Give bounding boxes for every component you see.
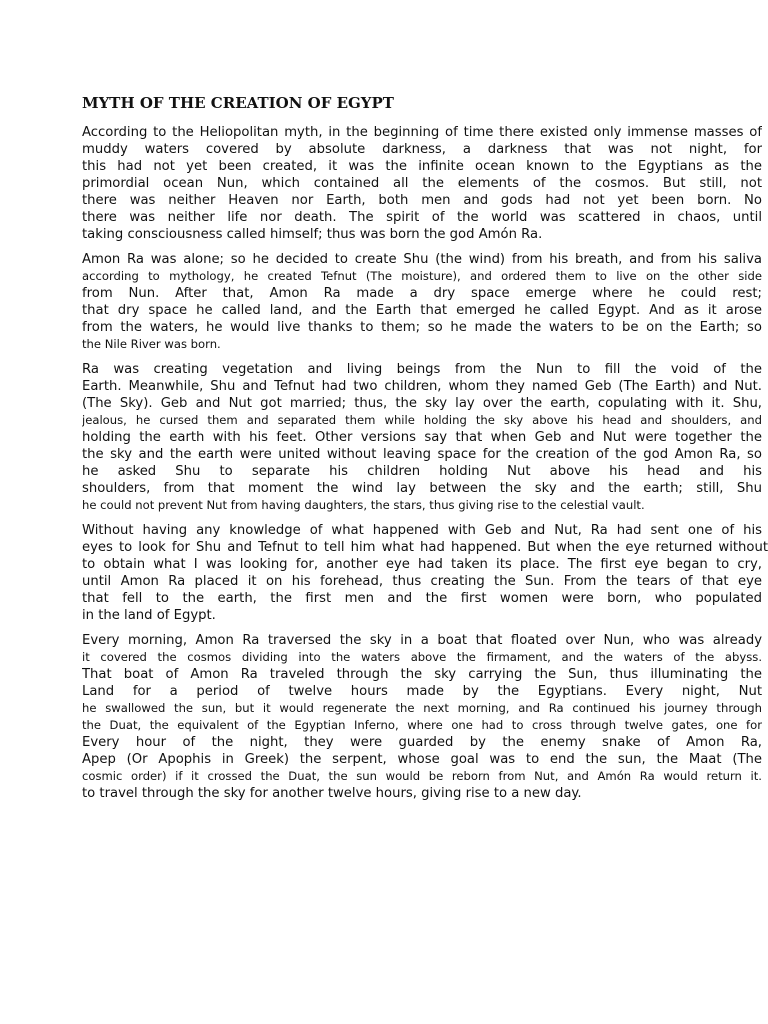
text-line: That boat of Amon Ra traveled through the sky carrying the Sun, thus illuminating the [82, 667, 762, 682]
text-line: that fell to the earth, the first men and the first women were born, who populated [82, 591, 762, 606]
paragraph-5 [82, 632, 762, 802]
text-line: primordial ocean Nun, which contained all the elements of the cosmos. But still, not [82, 176, 762, 191]
text-line: that dry space he called land, and the Earth that emerged he called Egypt. And as it arose [82, 303, 762, 318]
text-line: (The Sky). Geb and Nut got married; thus, the sky lay over the earth, copulating with it. Shu, [82, 396, 762, 411]
text-line: Every hour of the night, they were guarded by the enemy snake of Amon Ra, [82, 735, 762, 750]
text-line: there was neither Heaven nor Earth, both men and gods had not yet been born. No [82, 193, 762, 208]
text-line: from the waters, he would live thanks to them; so he made the waters to be on the Earth; so [82, 320, 762, 335]
text-line: Land for a period of twelve hours made by the Egyptians. Every night, Nut [82, 684, 762, 699]
text-line: he could not prevent Nut from having daughters, the stars, thus giving rise to the celestial vault. [82, 498, 645, 512]
text-line: the Duat, the equivalent of the Egyptian Inferno, where one had to cross through twelve gates, one for [82, 718, 762, 732]
text-line: According to the Heliopolitan myth, in the beginning of time there existed only immense masses of [82, 125, 762, 140]
text-line: until Amon Ra placed it on his forehead, thus creating the Sun. From the tears of that eye [82, 574, 762, 589]
text-line: he asked Shu to separate his children holding Nut above his head and his [82, 464, 762, 479]
text-line: Apep (Or Apophis in Greek) the serpent, whose goal was to end the sun, the Maat (The [82, 752, 762, 767]
text-line: he swallowed the sun, but it would regenerate the next morning, and Ra continued his journey through [82, 701, 762, 715]
text-line: muddy waters covered by absolute darkness, a darkness that was not night, for [82, 142, 762, 157]
paragraph-4 [82, 522, 768, 624]
text-line: shoulders, from that moment the wind lay between the sky and the earth; still, Shu [82, 481, 762, 496]
text-line: Amon Ra was alone; so he decided to create Shu (the wind) from his breath, and from his saliva [82, 252, 762, 267]
text-line: holding the earth with his feet. Other versions say that when Geb and Nut were together the [82, 430, 762, 445]
text-line: from Nun. After that, Amon Ra made a dry space emerge where he could rest; [82, 286, 762, 301]
paragraph-3 [82, 361, 762, 514]
text-line: to travel through the sky for another twelve hours, giving rise to a new day. [82, 786, 582, 801]
text-line: there was neither life nor death. The spirit of the world was scattered in chaos, until [82, 210, 762, 225]
text-line: this had not yet been created, it was the infinite ocean known to the Egyptians as the [82, 159, 762, 174]
document-title: MYTH OF THE CREATION OF EGYPT [82, 94, 394, 112]
text-line: Ra was creating vegetation and living beings from the Nun to fill the void of the [82, 362, 762, 377]
text-line: Every morning, Amon Ra traversed the sky in a boat that floated over Nun, who was already [82, 633, 762, 648]
text-line: it covered the cosmos dividing into the waters above the firmament, and the waters of the abyss. [82, 650, 762, 664]
text-line: jealous, he cursed them and separated them while holding the sky above his head and shoulders, and [82, 413, 762, 427]
text-line: the Nile River was born. [82, 337, 221, 351]
text-line: eyes to look for Shu and Tefnut to tell him what had happened. But when the eye returned without [82, 540, 768, 555]
text-line: according to mythology, he created Tefnut (The moisture), and ordered them to live on the other side [82, 269, 762, 283]
text-line: the sky and the earth were united without leaving space for the creation of the god Amon Ra, so [82, 447, 762, 462]
text-line: taking consciousness called himself; thus was born the god Amón Ra. [82, 227, 543, 242]
text-line: Earth. Meanwhile, Shu and Tefnut had two children, whom they named Geb (The Earth) and Nut. [82, 379, 762, 394]
paragraph-2 [82, 251, 762, 353]
text-line: Without having any knowledge of what happened with Geb and Nut, Ra had sent one of his [82, 523, 762, 538]
text-line: cosmic order) if it crossed the Duat, the sun would be reborn from Nut, and Amón Ra would return it. [82, 769, 762, 783]
text-line: in the land of Egypt. [82, 608, 216, 623]
text-line: to obtain what I was looking for, another eye had taken its place. The first eye began to cry, [82, 557, 762, 572]
paragraph-1 [82, 124, 762, 243]
